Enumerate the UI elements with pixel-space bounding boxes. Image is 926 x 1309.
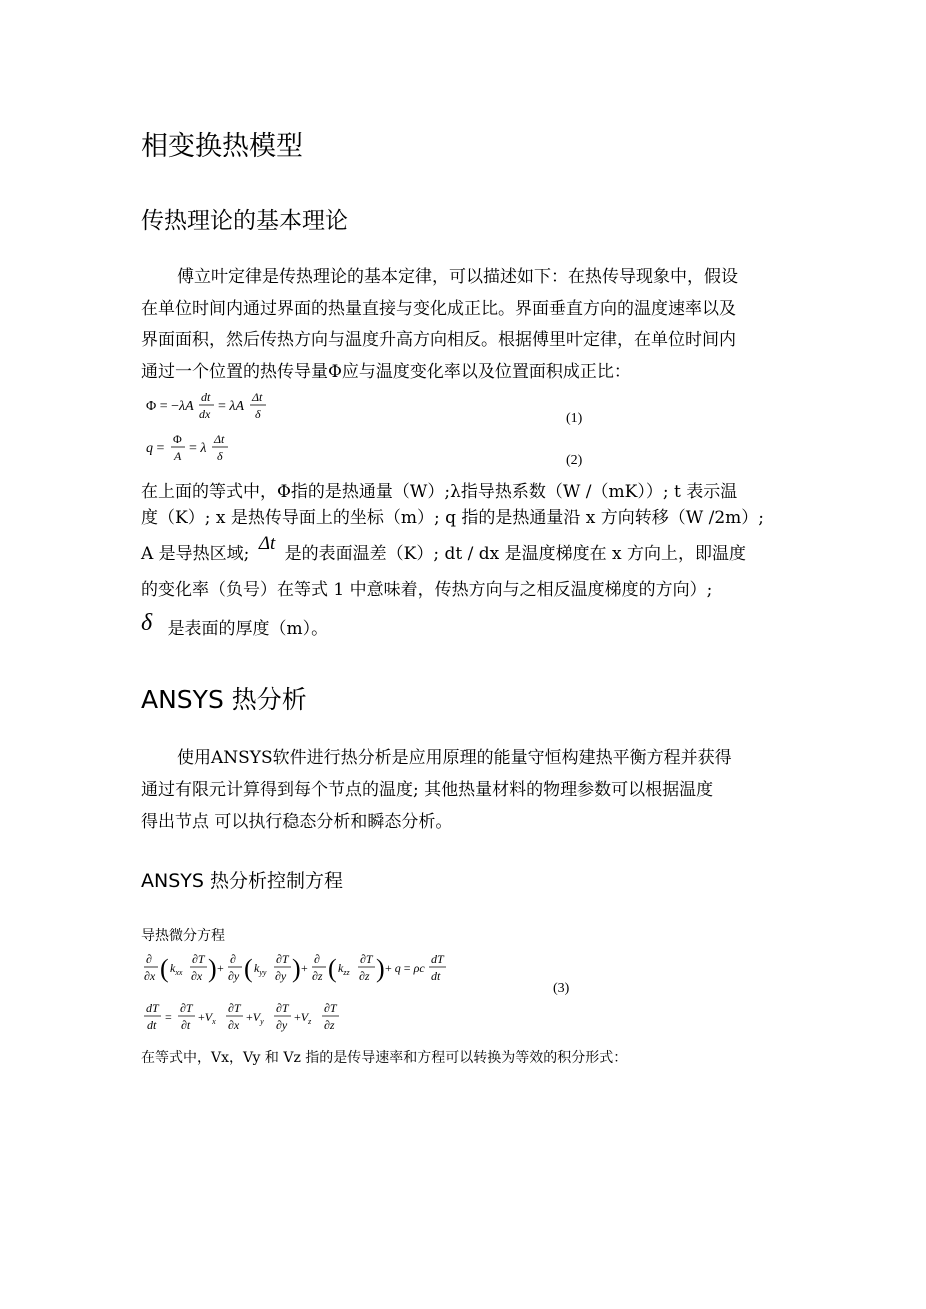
paren: ) <box>208 954 217 983</box>
page-title: 相变换热模型 <box>141 131 303 162</box>
paragraph-line: 得出节点 可以执行稳态分析和瞬态分析。 <box>141 812 453 832</box>
frac-den: ∂t <box>181 1018 191 1032</box>
heat-conduction-equation-figure <box>144 950 454 1040</box>
frac-num: ∂ <box>314 952 320 966</box>
section-heading-control-equation: ANSYS 热分析控制方程 <box>141 870 343 892</box>
heat-conduction-label: 导热微分方程 <box>141 928 225 944</box>
paragraph-line: 使用ANSYS软件进行热分析是应用原理的能量守恒构建热平衡方程并获得 <box>177 748 732 768</box>
k-xx: $k_{xx}$ <box>170 961 183 977</box>
q-term: + q = ρc <box>385 961 425 975</box>
plus: + <box>217 961 224 975</box>
paragraph-line: 傅立叶定律是传热理论的基本定律，可以描述如下：在热传导现象中，假设 <box>177 267 738 287</box>
eq1-dx: dx <box>199 407 211 421</box>
frac-den: ∂z <box>312 969 323 983</box>
ansys-thermal-paragraph <box>141 742 801 838</box>
eq2-lhs: q = <box>146 441 165 456</box>
frac-num: ∂T <box>192 952 205 966</box>
explain-line: 在上面的等式中，Φ指的是热通量（W）;λ指导热系数（W /（mK））; t 表示温 <box>141 482 738 502</box>
frac-den: ∂y <box>276 1018 288 1032</box>
velocity-explanation: 在等式中，Vx，Vy 和 Vz 指的是传导速率和方程可以转换为等效的积分形式： <box>141 1050 628 1066</box>
explain-line-5 <box>141 612 328 646</box>
equation-number-2: (2) <box>566 453 583 468</box>
paragraph-line: 在单位时间内通过界面的热量直接与变化成正比。界面垂直方向的温度速率以及 <box>141 298 736 319</box>
eq2-delta: δ <box>217 449 223 463</box>
paragraph-line: 通过有限元计算得到每个节点的温度; 其他热量材料的物理参数可以根据温度 <box>141 780 714 800</box>
frac-den: ∂x <box>191 969 203 983</box>
frac-num: dT <box>146 1001 159 1015</box>
paren: ( <box>244 954 253 983</box>
explain-line-5-rest: 是表面的厚度（m）。 <box>167 619 329 639</box>
frac-num: ∂T <box>180 1001 193 1015</box>
frac-den: ∂z <box>359 969 370 983</box>
fourier-equations-figure <box>144 388 284 468</box>
frac-den: dt <box>147 1018 157 1032</box>
eq2-a: A <box>174 449 182 463</box>
eq1-lhs: Φ = −λA <box>146 399 194 414</box>
eq1-dt: dt <box>201 390 211 404</box>
equation-number-3: (3) <box>553 981 570 996</box>
frac-num: ∂T <box>276 1001 289 1015</box>
paragraph-line: 界面面积，然后传热方向与温度升高方向相反。根据傅里叶定律，在单位时间内 <box>141 330 736 350</box>
frac-num: ∂ <box>146 952 152 966</box>
explain-line-3-start: A 是导热区域; <box>141 544 250 564</box>
frac-den: ∂x <box>144 969 156 983</box>
vz-term: $+V_z$ <box>294 1010 312 1026</box>
delta-symbol: δ <box>141 610 153 636</box>
explain-line-3 <box>141 533 747 571</box>
frac-den: ∂z <box>324 1018 335 1032</box>
frac-num: ∂T <box>360 952 373 966</box>
delta-t-symbol: Δt <box>258 533 276 554</box>
explain-line-3-rest: 是的表面温差（K）; dt / dx 是温度梯度在 x 方向上，即温度 <box>284 544 747 564</box>
frac-num: dT <box>431 952 444 966</box>
explain-line-4: 的变化率（负号）在等式 1 中意味着，传热方向与之相反温度梯度的方向）; <box>141 580 713 600</box>
frac-den: dt <box>431 969 441 983</box>
paren: ( <box>328 954 337 983</box>
eq1-delta: δ <box>255 407 261 421</box>
paragraph-line: 通过一个位置的热传导量Φ应与温度变化率以及位置面积成正比： <box>141 361 631 382</box>
vy-term: $+V_y$ <box>246 1010 264 1026</box>
fourier-law-paragraph <box>141 262 791 388</box>
symbol-explanation <box>141 479 801 531</box>
frac-num: ∂T <box>228 1001 241 1015</box>
paren: ( <box>160 954 169 983</box>
paren: ) <box>376 954 385 983</box>
eq1-delta-t: Δt <box>252 390 263 404</box>
frac-den: ∂y <box>275 969 287 983</box>
k-yy: $k_{yy}$ <box>254 961 267 977</box>
eq1-mid: = λA <box>218 399 245 414</box>
eq2-delta-t: Δt <box>214 432 225 446</box>
frac-num: ∂T <box>324 1001 337 1015</box>
eq2-mid: = λ <box>189 441 207 456</box>
frac-num: ∂T <box>276 952 289 966</box>
vx-term: $+V_x$ <box>198 1010 216 1026</box>
equation-number-1: (1) <box>566 411 583 426</box>
frac-den: ∂x <box>228 1018 240 1032</box>
paren: ) <box>292 954 301 983</box>
equals: = <box>165 1010 172 1024</box>
frac-num: ∂ <box>230 952 236 966</box>
section-heading-heat-transfer-theory: 传热理论的基本理论 <box>141 208 348 234</box>
k-zz: $k_{zz}$ <box>338 961 350 977</box>
frac-den: ∂y <box>228 969 240 983</box>
eq2-phi: Φ <box>173 432 182 446</box>
plus: + <box>301 961 308 975</box>
section-heading-ansys-thermal: ANSYS 热分析 <box>141 685 307 714</box>
explain-line: 度（K）; x 是热传导面上的坐标（m）; q 指的是热通量沿 x 方向转移（W /2m）; <box>141 508 765 528</box>
